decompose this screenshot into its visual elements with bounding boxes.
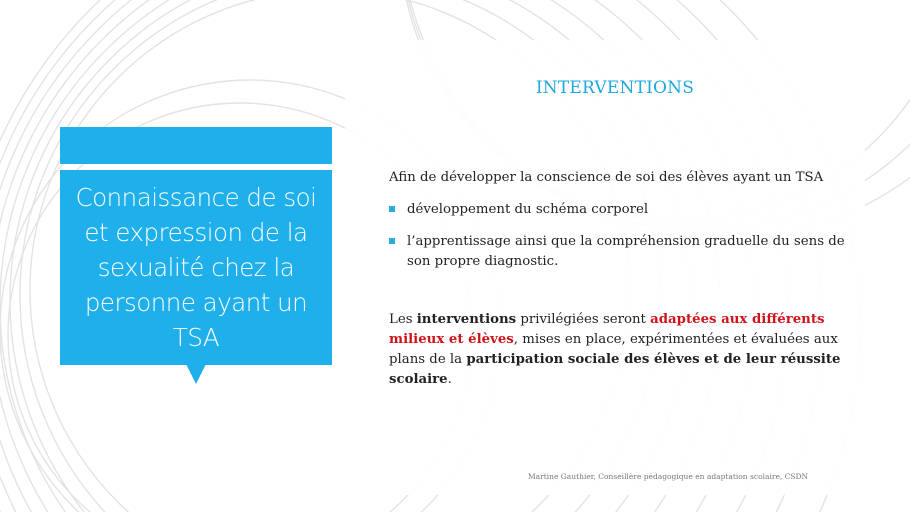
- bullet-text: développement du schéma corporel: [407, 202, 649, 217]
- paragraph-bold-participation: participation sociale des élèves et de leur réussite scolaire: [389, 352, 841, 387]
- bullet-square-icon: [389, 238, 395, 244]
- paragraph-highlight: adaptées aux différents milieux et élèves: [389, 312, 825, 347]
- slide-body: [389, 168, 851, 390]
- paragraph-text: .: [447, 372, 452, 387]
- list-item: [389, 232, 851, 272]
- side-panel: [60, 170, 332, 365]
- paragraph-text: privilégiées seront: [516, 312, 651, 327]
- accent-bar: [60, 127, 332, 164]
- footer-credit: Martine Gauthier, Conseillère pédagogique en adaptation scolaire, CSDN: [528, 472, 809, 481]
- bullet-text: l’apprentissage ainsi que la compréhension graduelle du sens de son propre diagnostic.: [407, 234, 845, 269]
- interventions-paragraph: [389, 310, 851, 390]
- callout-pointer: [186, 364, 206, 384]
- paragraph-text: Les: [389, 312, 417, 327]
- side-panel-heading: Connaissance de soi et expression de la sexualité chez la personne ayant un TSA: [75, 183, 317, 352]
- slide-title: INTERVENTIONS: [535, 78, 695, 98]
- paragraph-text: , mises en place, expérimentées et évaluées aux plans de la: [389, 332, 838, 367]
- bullet-square-icon: [389, 206, 395, 212]
- paragraph-bold-interventions: interventions: [416, 312, 517, 327]
- intro-text: Afin de développer la conscience de soi des élèves ayant un TSA: [389, 170, 824, 185]
- list-item: [389, 200, 851, 220]
